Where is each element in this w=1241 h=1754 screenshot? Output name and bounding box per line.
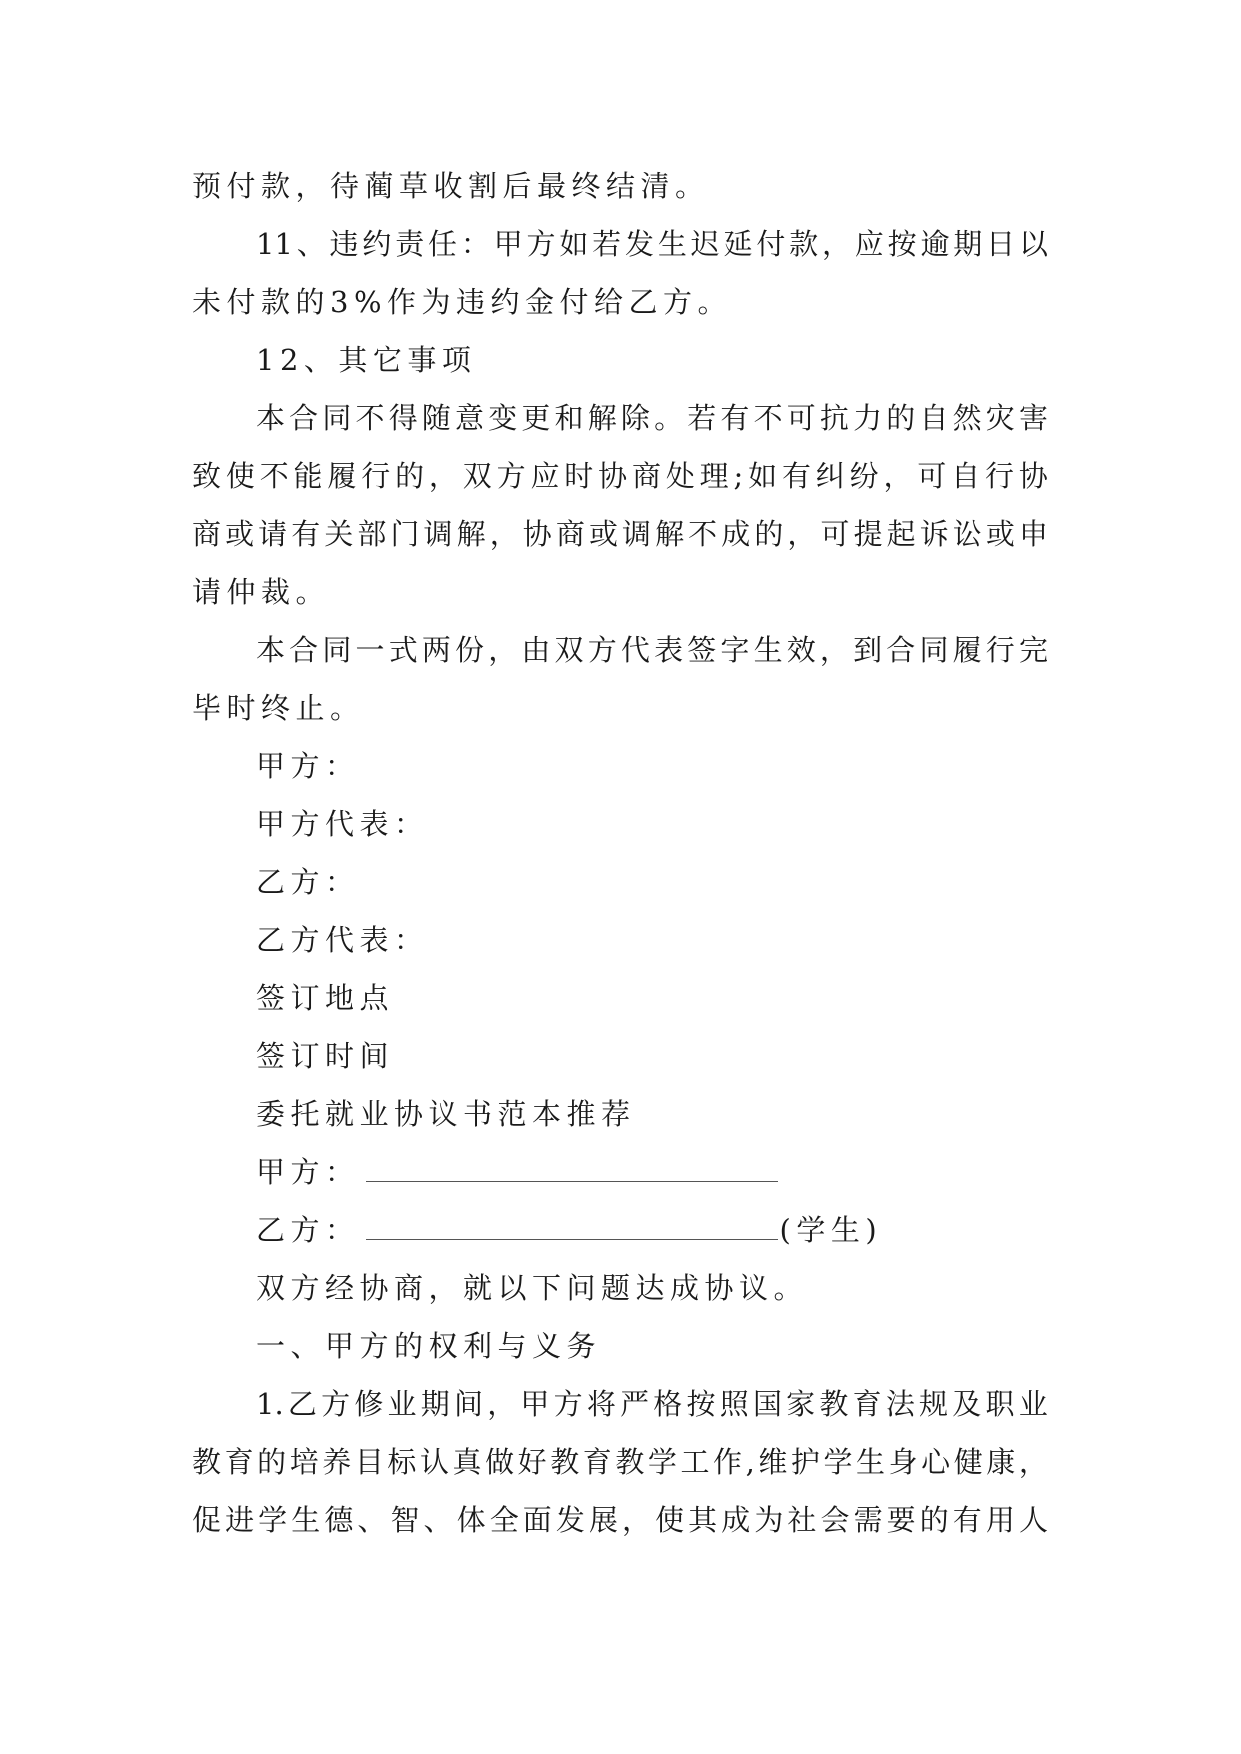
- party-a-blank: [366, 1159, 778, 1182]
- text-line: 未付款的3%作为违约金付给乙方。: [192, 285, 733, 319]
- party-b-label: 乙方：: [256, 865, 360, 899]
- document-body: [192, 157, 1048, 1549]
- party-b-note: (学生): [779, 1213, 883, 1247]
- text-line: 请仲裁。: [192, 575, 331, 609]
- text-line: 毕时终止。: [192, 691, 365, 725]
- party-a-representative-label: 甲方代表：: [256, 807, 429, 841]
- section-heading: 12、其它事项: [256, 343, 477, 377]
- text-line: 双方经协商，就以下问题达成协议。: [256, 1271, 809, 1305]
- text-line: 预付款，待蔺草收割后最终结清。: [192, 169, 710, 203]
- text-line: 促 进 学 生 德 、 智 、 体 全 面 发 展 ， 使 其 成 为 社 会 需 要 的 有 用 人: [192, 1503, 1048, 1537]
- party-a-field: [192, 1143, 1048, 1201]
- text-line: 11 、 违 约 责 任 ： 甲 方 如 若 发 生 迟 延 付 款 ， 应 按 逾 期 日 以: [256, 227, 1048, 261]
- section-heading: 一、甲方的权利与义务: [256, 1329, 602, 1363]
- document-title: 委托就业协议书范本推荐: [256, 1097, 636, 1131]
- party-b-field-label: 乙方：: [256, 1213, 360, 1247]
- party-a-label: 甲方：: [256, 749, 360, 783]
- party-b-blank: [366, 1217, 778, 1240]
- text-line: 教 育 的 培 养 目 标 认 真 做 好 教 育 教 学 工 作 , 维 护 学 生 身 心 健 康 ，: [192, 1445, 1048, 1479]
- text-line: 致 使 不 能 履 行 的 ， 双 方 应 时 协 商 处 理 ; 如 有 纠 纷 ， 可 自 行 协: [192, 459, 1048, 493]
- signing-time-label: 签订时间: [256, 1039, 395, 1073]
- party-a-field-label: 甲方：: [256, 1155, 360, 1189]
- party-b-representative-label: 乙方代表：: [256, 923, 429, 957]
- signing-place-label: 签订地点: [256, 981, 395, 1015]
- text-line: 商 或 请 有 关 部 门 调 解 ， 协 商 或 调 解 不 成 的 ， 可 提 起 诉 讼 或 申: [192, 517, 1048, 551]
- party-b-field: [192, 1201, 1048, 1259]
- text-line: 本 合 同 不 得 随 意 变 更 和 解 除 。 若 有 不 可 抗 力 的 自 然 灾 害: [256, 401, 1048, 435]
- text-line: 本 合 同 一 式 两 份 ， 由 双 方 代 表 签 字 生 效 ， 到 合 同 履 行 完: [256, 633, 1048, 667]
- text-line: 1. 乙 方 修 业 期 间 ， 甲 方 将 严 格 按 照 国 家 教 育 法 规 及 职 业: [256, 1387, 1048, 1421]
